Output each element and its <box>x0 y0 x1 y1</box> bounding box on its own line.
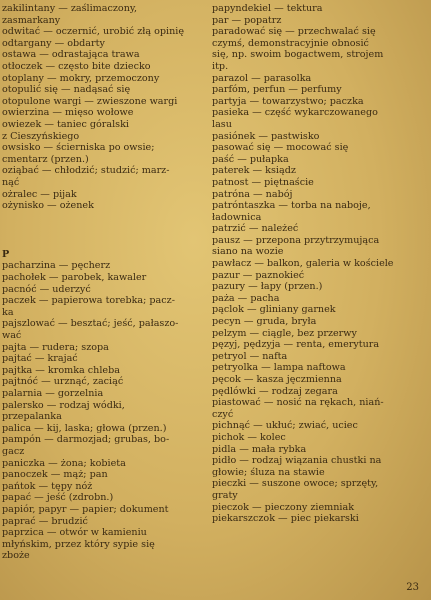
dictionary-entry: gacz <box>2 445 25 457</box>
dictionary-entry: pelzym — ciągle, bez przerwy <box>212 327 357 339</box>
dictionary-entry: itp. <box>212 60 229 72</box>
dictionary-entry: zakilintany — zaślimaczony, <box>2 3 138 14</box>
dictionary-entry: petryolka — lampa naftowa <box>212 362 346 374</box>
dictionary-entry: z Cieszyńskiego <box>2 130 80 142</box>
dictionary-entry: otopulić się — nadąsać się <box>2 84 131 96</box>
dictionary-entry: odwitać — oczernić, urobić złą opinię <box>2 26 185 38</box>
dictionary-entry: pecyn — gruda, bryła <box>212 316 317 328</box>
dictionary-entry: paradować się — przechwalać się <box>212 26 376 38</box>
dictionary-entry: pęzyj, pędzyja — renta, emerytura <box>212 339 380 351</box>
dictionary-entry: paprzica — otwór w kamieniu <box>2 527 147 539</box>
dictionary-entry: pajszlować — besztać; jeść, pałaszo- <box>2 318 179 330</box>
dictionary-entry: pasiónek — pastwisko <box>212 130 320 142</box>
right-column <box>212 3 422 525</box>
dictionary-entry: pajta — rudera; szopa <box>2 341 109 353</box>
dictionary-entry: patróntaszka — torba na naboje, <box>212 200 371 212</box>
dictionary-entry: odtargany — obdarty <box>2 37 105 49</box>
dictionary-entry: piastować — nosić na rękach, niań- <box>212 397 384 409</box>
dictionary-entry: palarnia — gorzelnia <box>2 388 104 399</box>
dictionary-entry: parazol — parasolka <box>212 72 312 84</box>
section-gap <box>2 221 202 239</box>
dictionary-entry: pańtok — tępy nóż <box>2 480 93 492</box>
dictionary-entry: paterek — ksiądz <box>212 165 296 177</box>
dictionary-entry: ożralec — pijak <box>2 188 77 200</box>
dictionary-entry: owiezek — taniec góralski <box>2 118 129 130</box>
dictionary-entry: zasmarkany <box>2 14 61 26</box>
dictionary-entry: zboże <box>2 550 30 562</box>
dictionary-entry: pidło — rodzaj wiązania chustki na <box>212 455 382 467</box>
dictionary-entry: ładownica <box>212 211 262 223</box>
dictionary-entry: pajtnóć — urznąć, zaciąć <box>2 376 124 388</box>
dictionary-entry: pąclok — gliniany garnek <box>212 304 336 316</box>
dictionary-entry: siano na wozie <box>212 246 284 258</box>
dictionary-entry: parfóm, perfun — perfumy <box>212 84 342 96</box>
dictionary-entry: się, np. swoim bogactwem, strojem <box>212 49 384 61</box>
dictionary-entry: cmentarz (przen.) <box>2 153 89 165</box>
dictionary-entry: patrzić — należeć <box>212 223 299 235</box>
dictionary-entry: pajtać — krajać <box>2 353 78 365</box>
dictionary-entry: pieczki — suszone owoce; sprzęty, <box>212 478 379 490</box>
dictionary-entry: panoczek — mąż; pan <box>2 469 108 481</box>
dictionary-entry: pausz — przepona przytrzymująca <box>212 234 380 246</box>
dictionary-entry: papiór, papyr — papier; dokument <box>2 503 169 515</box>
dictionary-entry: czyć <box>212 408 234 420</box>
dictionary-entry: paczek — papierowa torebka; pacz- <box>2 295 175 307</box>
dictionary-entry: pampón — darmozjad; grubas, bo- <box>2 434 170 446</box>
dictionary-entry: papać — jeść (zdrobn.) <box>2 492 114 504</box>
dictionary-entry: pichnąć — ukłuć; zwiać, uciec <box>212 420 358 432</box>
dictionary-entry: ostawa — odrastająca trawa <box>2 49 140 61</box>
dictionary-entry: młyńskim, przez który sypie się <box>2 538 155 550</box>
left-column <box>2 3 202 562</box>
dictionary-entry: pacnóć — uderzyć <box>2 283 91 295</box>
dictionary-entry: otopulone wargi — zwieszone wargi <box>2 95 178 107</box>
dictionary-entry: par — popatrz <box>212 14 282 26</box>
dictionary-entry: petryol — nafta <box>212 350 288 362</box>
dictionary-entry: palica — kij, laska; głowa (przen.) <box>2 422 167 434</box>
dictionary-entry: otoplany — mokry, przemoczony <box>2 72 160 84</box>
dictionary-entry: głowie; śluza na stawie <box>212 466 325 478</box>
dictionary-entry: pajtka — kromka chleba <box>2 364 120 376</box>
page-number: 23 <box>406 582 419 594</box>
dictionary-entry: ka <box>2 306 14 318</box>
dictionary-entry: otłoczek — często bite dziecko <box>2 60 151 72</box>
dictionary-entry: oziąbać — chłodzić; studzić; marz- <box>2 165 170 177</box>
dictionary-entry: patróna — nabój <box>212 188 293 200</box>
dictionary-entry: czymś, demonstracyjnie obnosić <box>212 37 369 49</box>
dictionary-entry: nąć <box>2 176 20 188</box>
dictionary-entry: lasu <box>212 118 232 130</box>
dictionary-entry: pachołek — parobek, kawaler <box>2 272 147 284</box>
dictionary-entry: paprać — brudzić <box>2 515 88 527</box>
dictionary-entry: pędlówki — rodzaj zegara <box>212 385 338 397</box>
dictionary-entry: owsisko — ścierniska po owsie; <box>2 142 155 154</box>
dictionary-entry: pazur — paznokieć <box>212 269 305 281</box>
dictionary-entry: pieczok — pieczony ziemniak <box>212 501 355 513</box>
dictionary-entry: palersko — rodzaj wódki, <box>2 399 125 411</box>
dictionary-entry: pazury — łapy (przen.) <box>212 281 323 293</box>
dictionary-entry: piekarszczok — piec piekarski <box>212 513 359 525</box>
dictionary-entry: patnost — piętnaście <box>212 176 314 188</box>
dictionary-entry: paść — pułapka <box>212 153 289 165</box>
dictionary-entry: pęcok — kasza jęczmienna <box>212 374 342 385</box>
dictionary-entry: ożynisko — ożenek <box>2 200 94 212</box>
dictionary-entry: przepalanka <box>2 411 62 423</box>
dictionary-entry: pawłacz — balkon, galeria w kościele <box>212 258 394 270</box>
dictionary-entry: paniczka — żona; kobieta <box>2 457 126 469</box>
dictionary-entry: pidla — mała rybka <box>212 443 307 455</box>
dictionary-entry: pasować się — mocować się <box>212 142 349 154</box>
dictionary-entry: paża — pacha <box>212 292 280 304</box>
dictionary-entry: pasieka — część wykarczowanego <box>212 107 378 119</box>
dictionary-entry: wać <box>2 330 22 342</box>
section-letter: P <box>2 248 10 260</box>
dictionary-entry: papyndekiel — tektura <box>212 3 323 14</box>
dictionary-entry: partyja — towarzystwo; paczka <box>212 95 364 107</box>
dictionary-entry: graty <box>212 489 238 501</box>
dictionary-entry: pacharzina — pęcherz <box>2 260 111 272</box>
dictionary-entry: pichok — kolec <box>212 431 286 443</box>
dictionary-entry: owierzina — mięso wołowe <box>2 107 134 119</box>
